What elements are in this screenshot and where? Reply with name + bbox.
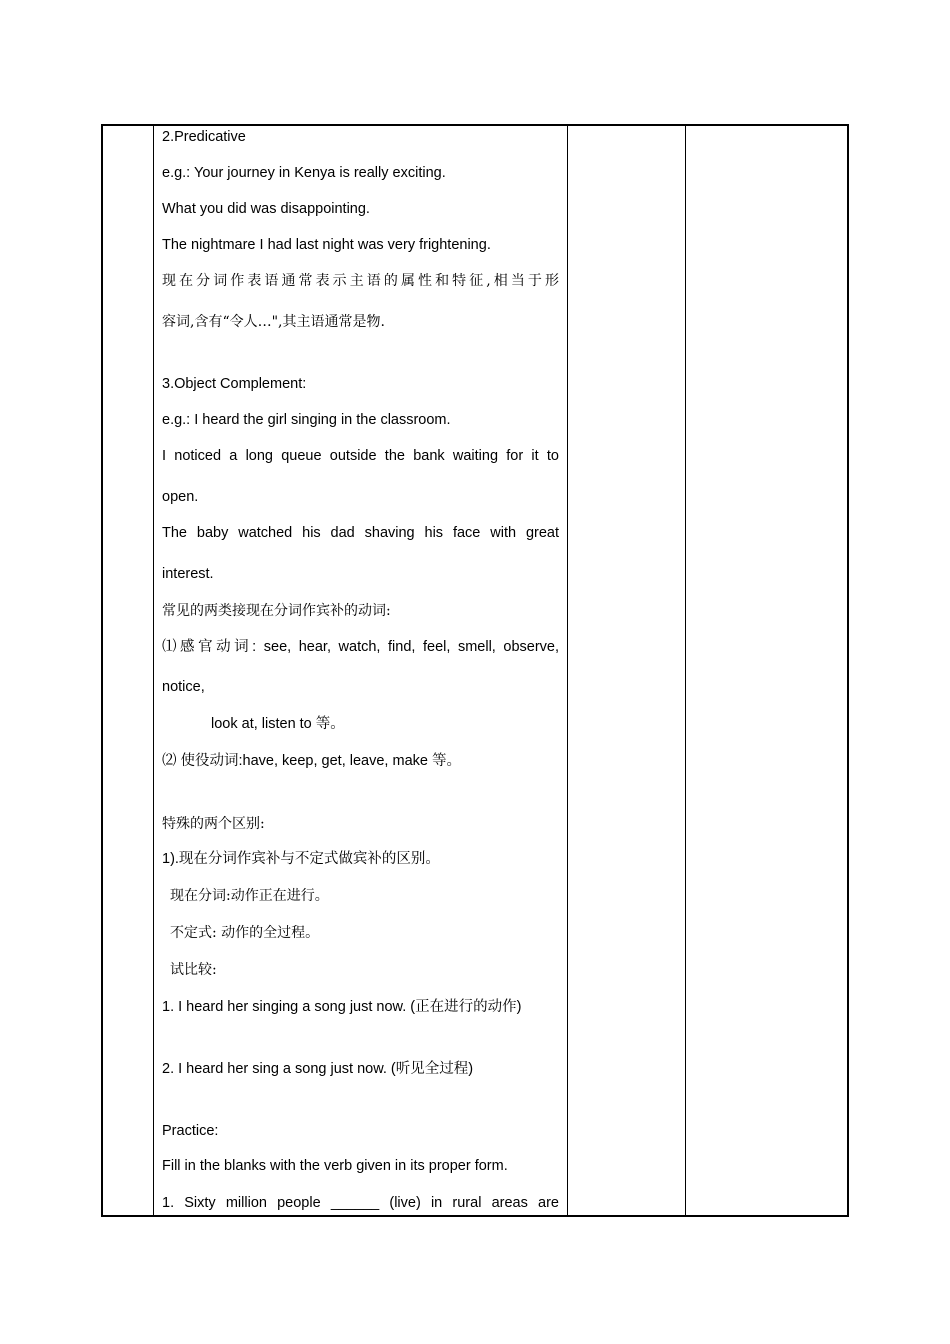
section-heading-practice: Practice: xyxy=(162,1123,219,1139)
comparison-line: 1. I heard her singing a song just now. (正在进行的动作) xyxy=(162,999,522,1015)
verb-list-line: ⑵ 使役动词:have, keep, get, leave, make 等。 xyxy=(162,753,461,769)
explanation-line: 容词,含有“令人…",其主语通常是物. xyxy=(162,314,385,330)
explanation-line: 1).现在分词作宾补与不定式做宾补的区别。 xyxy=(162,851,440,867)
verb-list-line: ⑴感官动词: see, hear, watch, find, feel, smell, observe, xyxy=(162,639,559,655)
example-line: What you did was disappointing. xyxy=(162,201,370,217)
comparison-line: 2. I heard her sing a song just now. (听见全过程) xyxy=(162,1061,474,1077)
section-heading-object-complement: 3.Object Complement: xyxy=(162,376,307,392)
verb-list-line: notice, xyxy=(162,679,205,695)
explanation-line: 现在分词:动作正在进行。 xyxy=(170,888,329,904)
explanation-line: 常见的两类接现在分词作宾补的动词: xyxy=(162,603,391,619)
explanation-line: 现在分词作表语通常表示主语的属性和特征,相当于形 xyxy=(162,273,559,289)
section-heading-predicative: 2.Predicative xyxy=(162,129,246,145)
explanation-line: 试比较: xyxy=(170,962,217,978)
example-line: open. xyxy=(162,489,199,505)
example-line: e.g.: Your journey in Kenya is really exciting. xyxy=(162,165,446,181)
verb-list-line: look at, listen to 等。 xyxy=(211,716,345,732)
section-heading-differences: 特殊的两个区别: xyxy=(162,816,265,832)
example-line: The nightmare I had last night was very frightening. xyxy=(162,237,491,253)
column-divider-2 xyxy=(567,124,568,1217)
example-line: interest. xyxy=(162,566,214,582)
column-divider-3 xyxy=(685,124,686,1217)
practice-question: 1. Sixty million people ______ (live) in rural areas are xyxy=(162,1195,559,1211)
explanation-line: 不定式: 动作的全过程。 xyxy=(170,925,320,941)
practice-instruction: Fill in the blanks with the verb given in its proper form. xyxy=(162,1158,508,1174)
column-divider-1 xyxy=(153,124,154,1217)
example-line: The baby watched his dad shaving his face with great xyxy=(162,525,559,541)
example-line: I noticed a long queue outside the bank waiting for it to xyxy=(162,448,559,464)
example-line: e.g.: I heard the girl singing in the classroom. xyxy=(162,412,451,428)
